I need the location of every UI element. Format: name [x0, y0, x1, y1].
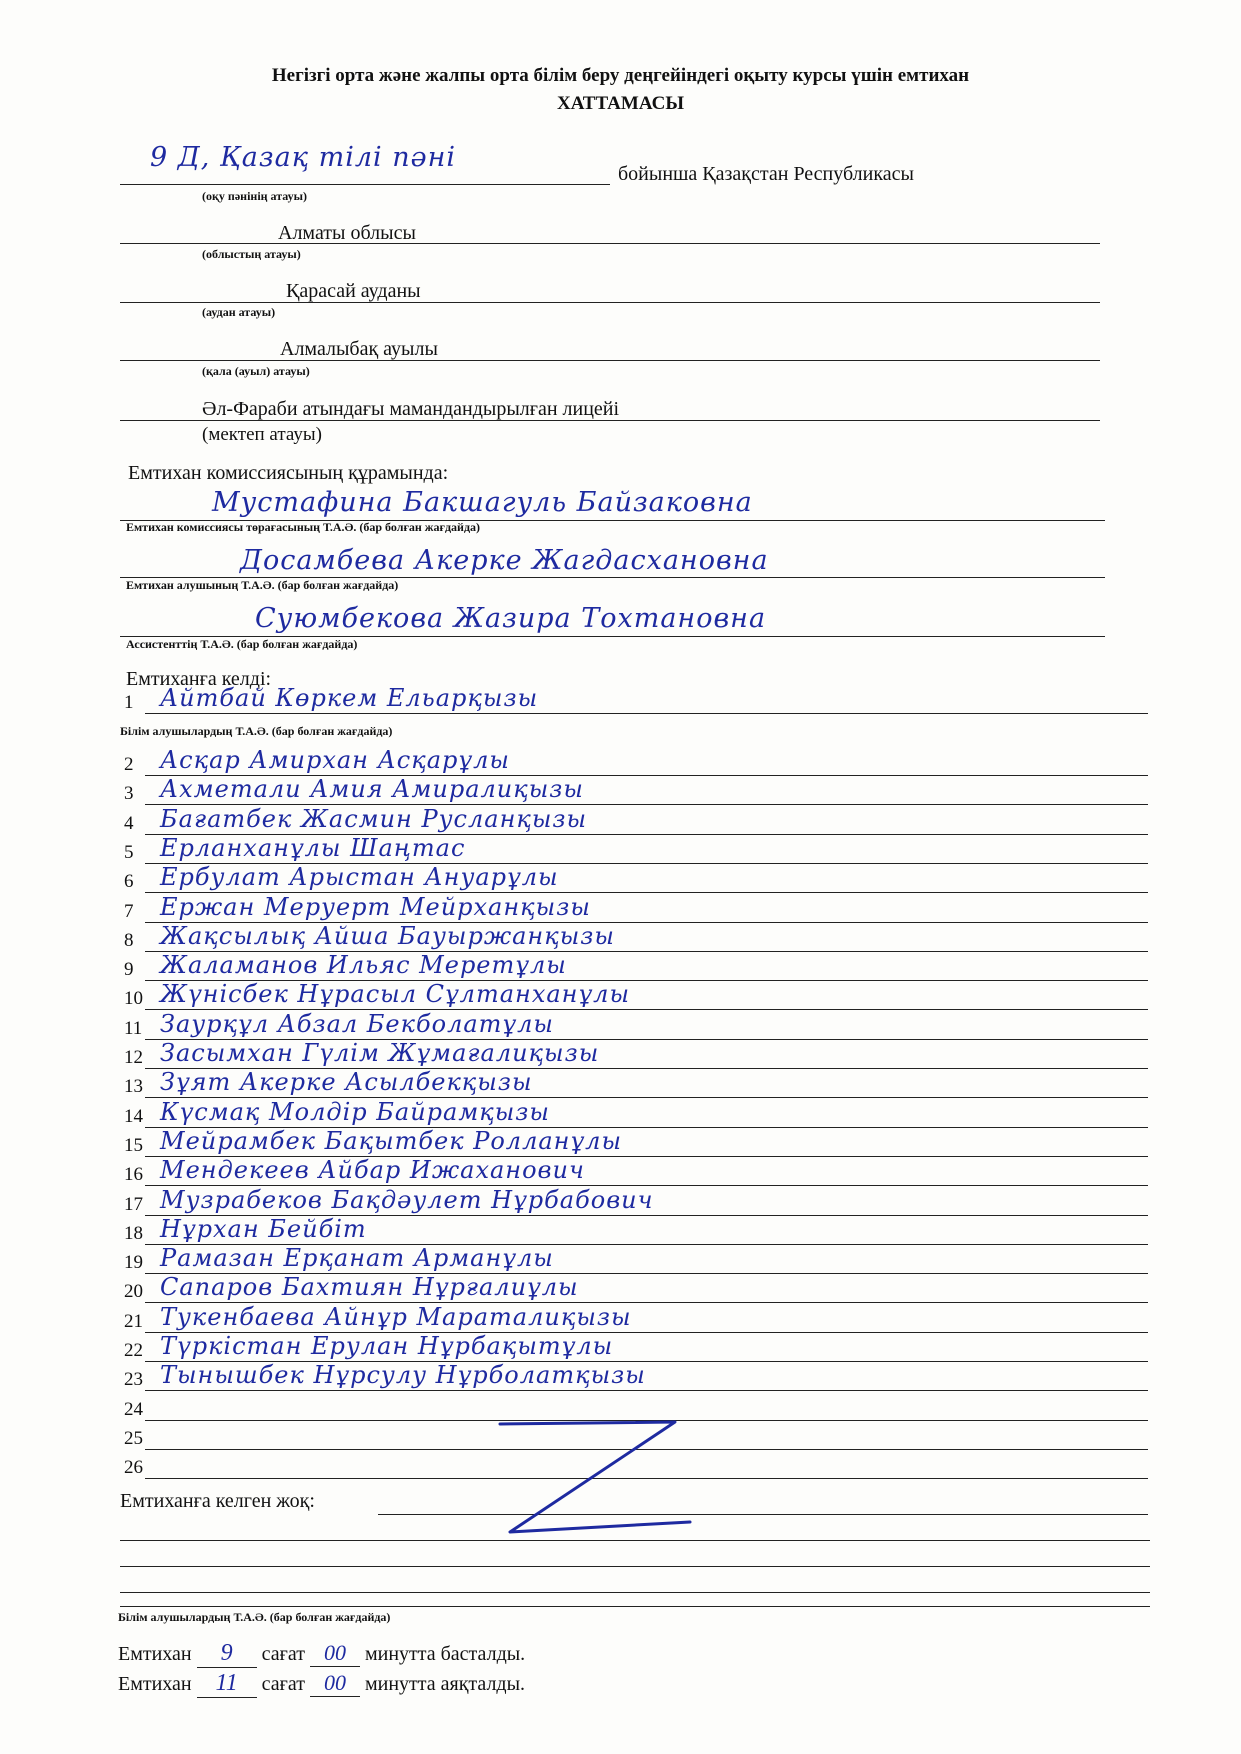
student-name: Күсмақ Молдір Байрамқызы: [160, 1097, 550, 1126]
student-number: 19: [124, 1252, 143, 1274]
start-suffix: минутта басталды.: [364, 1643, 526, 1665]
village-line: [120, 360, 1100, 361]
village-caption: (қала (ауыл) атауы): [202, 364, 310, 378]
commission-heading: Емтихан комиссиясының құрамында:: [128, 462, 449, 484]
end-prefix: Емтихан: [118, 1673, 192, 1695]
student-number: 1: [124, 692, 134, 713]
absent-caption: Білім алушылардың Т.А.Ә. (бар болған жағдайда): [118, 1610, 391, 1624]
student-number: 13: [124, 1076, 143, 1098]
student-name: Засымхан Гүлім Жұмағалиқызы: [160, 1039, 600, 1067]
document-subtitle: ХАТТАМАСЫ: [557, 93, 684, 114]
end-hour: 11: [197, 1670, 257, 1698]
end-min: 00: [310, 1670, 360, 1697]
student-name: Сапаров Бахтиян Нұрғалиұлы: [160, 1273, 579, 1302]
start-min: 00: [310, 1640, 360, 1667]
student-name: Ержан Меруерт Мейрханқызы: [160, 892, 591, 921]
student-name: Айтбай Көркем Ельарқызы: [160, 684, 539, 712]
student-name: Асқар Амирхан Асқарұлы: [160, 746, 510, 774]
student-name: Бағатбек Жасмин Русланқызы: [160, 804, 588, 833]
school-caption: (мектеп атауы): [202, 424, 322, 445]
strike-mark: [440, 1410, 700, 1540]
student-number: 12: [124, 1047, 143, 1068]
student-number: 17: [124, 1193, 143, 1215]
subject-handwritten: 9 Д, Қазақ тілі пәні: [150, 142, 457, 173]
examiner-name: Досамбева Акерке Жагдасхановна: [240, 545, 769, 576]
assistant-caption: Ассистенттің Т.А.Ә. (бар болған жағдайда): [126, 637, 358, 651]
student-number: 22: [124, 1340, 143, 1361]
student-number: 9: [124, 959, 134, 981]
student-line: [145, 713, 1148, 714]
student-number: 4: [124, 812, 134, 834]
student-name: Нұрхан Бейбіт: [160, 1214, 367, 1243]
student-number: 23: [124, 1369, 143, 1391]
absent-line-3: [120, 1566, 1150, 1567]
student-name: Зұят Акерке Асылбекқызы: [160, 1068, 533, 1097]
village-value: Алмалыбақ ауылы: [280, 338, 438, 360]
absent-heading: Емтиханға келген жоқ:: [120, 1490, 315, 1512]
student-number: 15: [124, 1134, 143, 1156]
absent-line-4: [120, 1592, 1150, 1593]
student-number: 10: [124, 988, 143, 1010]
examiner-caption: Емтихан алушының Т.А.Ә. (бар болған жағдайда): [126, 578, 399, 592]
district-caption: (аудан атауы): [202, 305, 276, 319]
student-name: Мейрамбек Бақытбек Ролланұлы: [160, 1126, 622, 1155]
student-number: 7: [124, 900, 134, 922]
student-line: [145, 1390, 1148, 1391]
district-value: Қарасай ауданы: [286, 280, 421, 302]
attended-heading: Емтиханға келді:: [126, 668, 272, 690]
student-number: 24: [124, 1398, 143, 1420]
district-line: [120, 302, 1100, 303]
attended-caption: Білім алушылардың Т.А.Ә. (бар болған жағдайда): [120, 724, 393, 738]
student-name: Ербулат Арыстан Ануарұлы: [160, 863, 559, 892]
subject-suffix: бойынша Қазақстан Республикасы: [618, 163, 914, 185]
student-name: Музрабеков Бақдәулет Нұрбабович: [160, 1185, 654, 1214]
student-name: Тукенбаева Айнұр Мараталиқызы: [160, 1302, 632, 1331]
start-hour-word: сағат: [261, 1643, 305, 1665]
school-value: Әл-Фараби атындағы мамандандырылған лицейі: [202, 398, 620, 420]
subject-caption: (оқу пәнінің атауы): [202, 189, 308, 203]
student-number: 2: [124, 754, 134, 775]
student-name: Жүнісбек Нұрасыл Сұлтанханұлы: [160, 980, 630, 1009]
end-hour-word: сағат: [261, 1673, 305, 1695]
student-name: Ахметали Амия Амиралиқызы: [160, 775, 584, 804]
end-suffix: минутта аяқталды.: [364, 1673, 526, 1695]
subject-line: [120, 184, 610, 185]
student-number: 26: [124, 1457, 143, 1479]
student-name: Заурқұл Абзал Бекболатұлы: [160, 1009, 554, 1038]
chair-name: Мустафина Бакшагуль Байзаковна: [212, 487, 753, 518]
assistant-name: Суюмбекова Жазира Тохтановна: [255, 603, 767, 634]
student-number: 6: [124, 871, 134, 893]
absent-line-2: [120, 1540, 1150, 1541]
student-number: 5: [124, 841, 134, 863]
start-row: [118, 1640, 525, 1668]
region-value: Алматы облысы: [278, 222, 416, 244]
region-line: [120, 243, 1100, 244]
student-number: 3: [124, 783, 134, 805]
end-row: [118, 1670, 525, 1698]
student-name: Түркістан Ерулан Нұрбақытұлы: [160, 1332, 614, 1360]
student-name: Тынышбек Нұрсулу Нұрболатқызы: [160, 1361, 646, 1390]
student-number: 25: [124, 1427, 143, 1449]
absent-line-5: [120, 1606, 1150, 1607]
student-number: 8: [124, 929, 134, 951]
student-number: 16: [124, 1164, 143, 1186]
chair-caption: Емтихан комиссиясы төрағасының Т.А.Ә. (бар болған жағдайда): [126, 520, 481, 534]
school-line: [120, 420, 1100, 421]
student-name: Рамазан Ерқанат Арманұлы: [160, 1244, 554, 1273]
student-name: Ерланханұлы Шаңтас: [160, 833, 466, 862]
start-hour: 9: [197, 1640, 257, 1668]
student-number: 18: [124, 1222, 143, 1244]
student-name: Жақсылық Айша Бауыржанқызы: [160, 921, 615, 950]
student-number: 21: [124, 1310, 143, 1332]
student-number: 14: [124, 1105, 143, 1127]
student-name: Жаламанов Ильяс Меретұлы: [160, 951, 567, 980]
region-caption: (облыстың атауы): [202, 247, 301, 261]
student-number: 20: [124, 1281, 143, 1303]
student-number: 11: [124, 1017, 143, 1039]
start-prefix: Емтихан: [118, 1643, 192, 1665]
student-name: Мендекеев Айбар Ижаханович: [160, 1156, 585, 1185]
document-title: Негізгі орта және жалпы орта білім беру деңгейіндегі оқыту курсы үшін емтихан: [271, 65, 970, 86]
